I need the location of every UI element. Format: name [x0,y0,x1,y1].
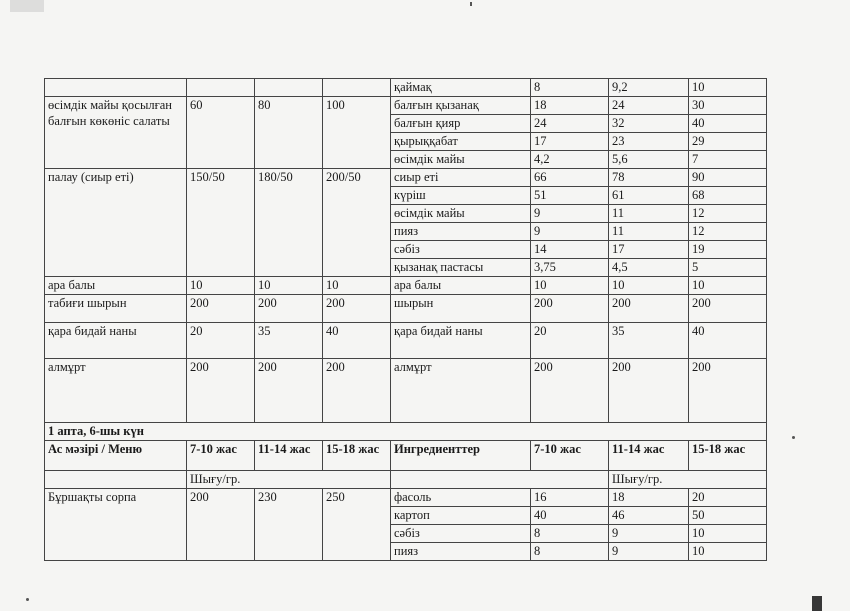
ingredient-15-18: 29 [689,133,767,151]
ingredient-name: пияз [391,543,531,561]
portion-7-10: 150/50 [187,169,255,277]
ingredient-11-14: 23 [609,133,689,151]
portion-11-14: 180/50 [255,169,323,277]
portion-15-18: 100 [323,97,391,169]
ingredient-15-18: 40 [689,323,767,359]
portion-7-10: 20 [187,323,255,359]
portion-11-14: 200 [255,295,323,323]
ingredient-11-14: 18 [609,489,689,507]
ingredient-15-18: 19 [689,241,767,259]
ingredient-7-10: 8 [531,525,609,543]
ingredient-15-18: 68 [689,187,767,205]
scan-smudge [10,0,44,12]
portion-11-14: 200 [255,359,323,423]
portion-7-10: 10 [187,277,255,295]
portion-11-14: 80 [255,97,323,169]
age-7-10-header: 7-10 жас [187,441,255,471]
ingredient-name: шырын [391,295,531,323]
table-row [45,489,767,507]
age-15-18-header: 15-18 жас [689,441,767,471]
ingredient-7-10: 14 [531,241,609,259]
dish-cell: қара бидай наны [45,323,187,359]
ingredient-15-18: 12 [689,205,767,223]
ingredient-7-10: 200 [531,359,609,423]
ingredients-header: Ингредиенттер [391,441,531,471]
ingredient-11-14: 17 [609,241,689,259]
ingredient-name: қаймақ [391,79,531,97]
dish-cell: алмұрт [45,359,187,423]
dish-cell: өсімдік майы қосылған балғын көкөніс салаты [45,97,187,169]
ingredient-15-18: 5 [689,259,767,277]
ingredient-name: ара балы [391,277,531,295]
header-row [45,471,767,489]
dish-cell: табиғи шырын [45,295,187,323]
table-row [45,295,767,323]
portion-11-14: 230 [255,489,323,561]
ingredient-7-10: 4,2 [531,151,609,169]
ingredient-15-18: 90 [689,169,767,187]
age-15-18-header: 15-18 жас [323,441,391,471]
ingredient-name: күріш [391,187,531,205]
ingredient-7-10: 66 [531,169,609,187]
ingredient-11-14: 35 [609,323,689,359]
ingredient-7-10: 24 [531,115,609,133]
ingredient-7-10: 16 [531,489,609,507]
age-7-10-header: 7-10 жас [531,441,609,471]
ingredient-name: сәбіз [391,525,531,543]
ingredient-11-14: 9 [609,525,689,543]
table-row [45,97,767,115]
output-header: Шығу/гр. [187,471,391,489]
ingredient-name: балғын қызанақ [391,97,531,115]
ingredient-11-14: 61 [609,187,689,205]
portion-7-10: 200 [187,359,255,423]
portion-7-10: 200 [187,295,255,323]
table-row [45,359,767,423]
ingredient-name: сәбіз [391,241,531,259]
ingredient-name: фасоль [391,489,531,507]
header-blank [391,471,609,489]
ingredient-7-10: 40 [531,507,609,525]
ingredient-11-14: 10 [609,277,689,295]
table-row [45,79,767,97]
ingredient-11-14: 4,5 [609,259,689,277]
ingredient-11-14: 11 [609,205,689,223]
menu-table [44,78,767,561]
portion-15-18: 200 [323,295,391,323]
table-row [45,277,767,295]
table-row [45,169,767,187]
ingredient-11-14: 78 [609,169,689,187]
scan-speck [792,436,795,439]
ingredient-name: қырыққабат [391,133,531,151]
scan-speck [26,598,29,601]
table-row [45,423,767,441]
portion-15-18: 250 [323,489,391,561]
ingredient-15-18: 50 [689,507,767,525]
ingredient-11-14: 9,2 [609,79,689,97]
ingredient-name: пияз [391,223,531,241]
ingredient-7-10: 9 [531,223,609,241]
ingredient-7-10: 10 [531,277,609,295]
ingredient-7-10: 17 [531,133,609,151]
scan-speck [470,2,472,6]
portion-7-10: 200 [187,489,255,561]
ingredient-11-14: 24 [609,97,689,115]
table-row [45,323,767,359]
output-header: Шығу/гр. [609,471,767,489]
age-11-14-header: 11-14 жас [609,441,689,471]
ingredient-7-10: 18 [531,97,609,115]
ingredient-11-14: 11 [609,223,689,241]
dish-cell: ара балы [45,277,187,295]
portion-7-10: 60 [187,97,255,169]
ingredient-name: сиыр еті [391,169,531,187]
ingredient-11-14: 46 [609,507,689,525]
header-blank [45,471,187,489]
ingredient-name: өсімдік майы [391,151,531,169]
scan-smudge [812,596,822,611]
ingredient-7-10: 51 [531,187,609,205]
ingredient-15-18: 40 [689,115,767,133]
ingredient-15-18: 10 [689,79,767,97]
ingredient-15-18: 200 [689,295,767,323]
age-11-14-header: 11-14 жас [255,441,323,471]
portion-11-14 [255,79,323,97]
dish-cell [45,79,187,97]
ingredient-11-14: 5,6 [609,151,689,169]
ingredient-name: картоп [391,507,531,525]
dish-cell: палау (сиыр еті) [45,169,187,277]
ingredient-name: өсімдік майы [391,205,531,223]
portion-7-10 [187,79,255,97]
header-row [45,441,767,471]
menu-header: Ас мәзірі / Меню [45,441,187,471]
day-title: 1 апта, 6-шы күн [45,423,767,441]
ingredient-15-18: 30 [689,97,767,115]
ingredient-11-14: 9 [609,543,689,561]
portion-15-18: 200/50 [323,169,391,277]
ingredient-11-14: 32 [609,115,689,133]
ingredient-15-18: 10 [689,525,767,543]
ingredient-11-14: 200 [609,295,689,323]
portion-15-18: 200 [323,359,391,423]
ingredient-15-18: 20 [689,489,767,507]
ingredient-15-18: 10 [689,543,767,561]
ingredient-15-18: 7 [689,151,767,169]
ingredient-15-18: 200 [689,359,767,423]
portion-15-18: 10 [323,277,391,295]
ingredient-7-10: 8 [531,79,609,97]
ingredient-15-18: 10 [689,277,767,295]
dish-cell: Бұршақты сорпа [45,489,187,561]
portion-15-18: 40 [323,323,391,359]
ingredient-7-10: 3,75 [531,259,609,277]
ingredient-name: балғын қияр [391,115,531,133]
ingredient-15-18: 12 [689,223,767,241]
portion-11-14: 35 [255,323,323,359]
ingredient-7-10: 20 [531,323,609,359]
ingredient-7-10: 200 [531,295,609,323]
ingredient-11-14: 200 [609,359,689,423]
ingredient-7-10: 9 [531,205,609,223]
ingredient-name: алмұрт [391,359,531,423]
portion-11-14: 10 [255,277,323,295]
portion-15-18 [323,79,391,97]
ingredient-name: қара бидай наны [391,323,531,359]
ingredient-7-10: 8 [531,543,609,561]
ingredient-name: қызанақ пастасы [391,259,531,277]
